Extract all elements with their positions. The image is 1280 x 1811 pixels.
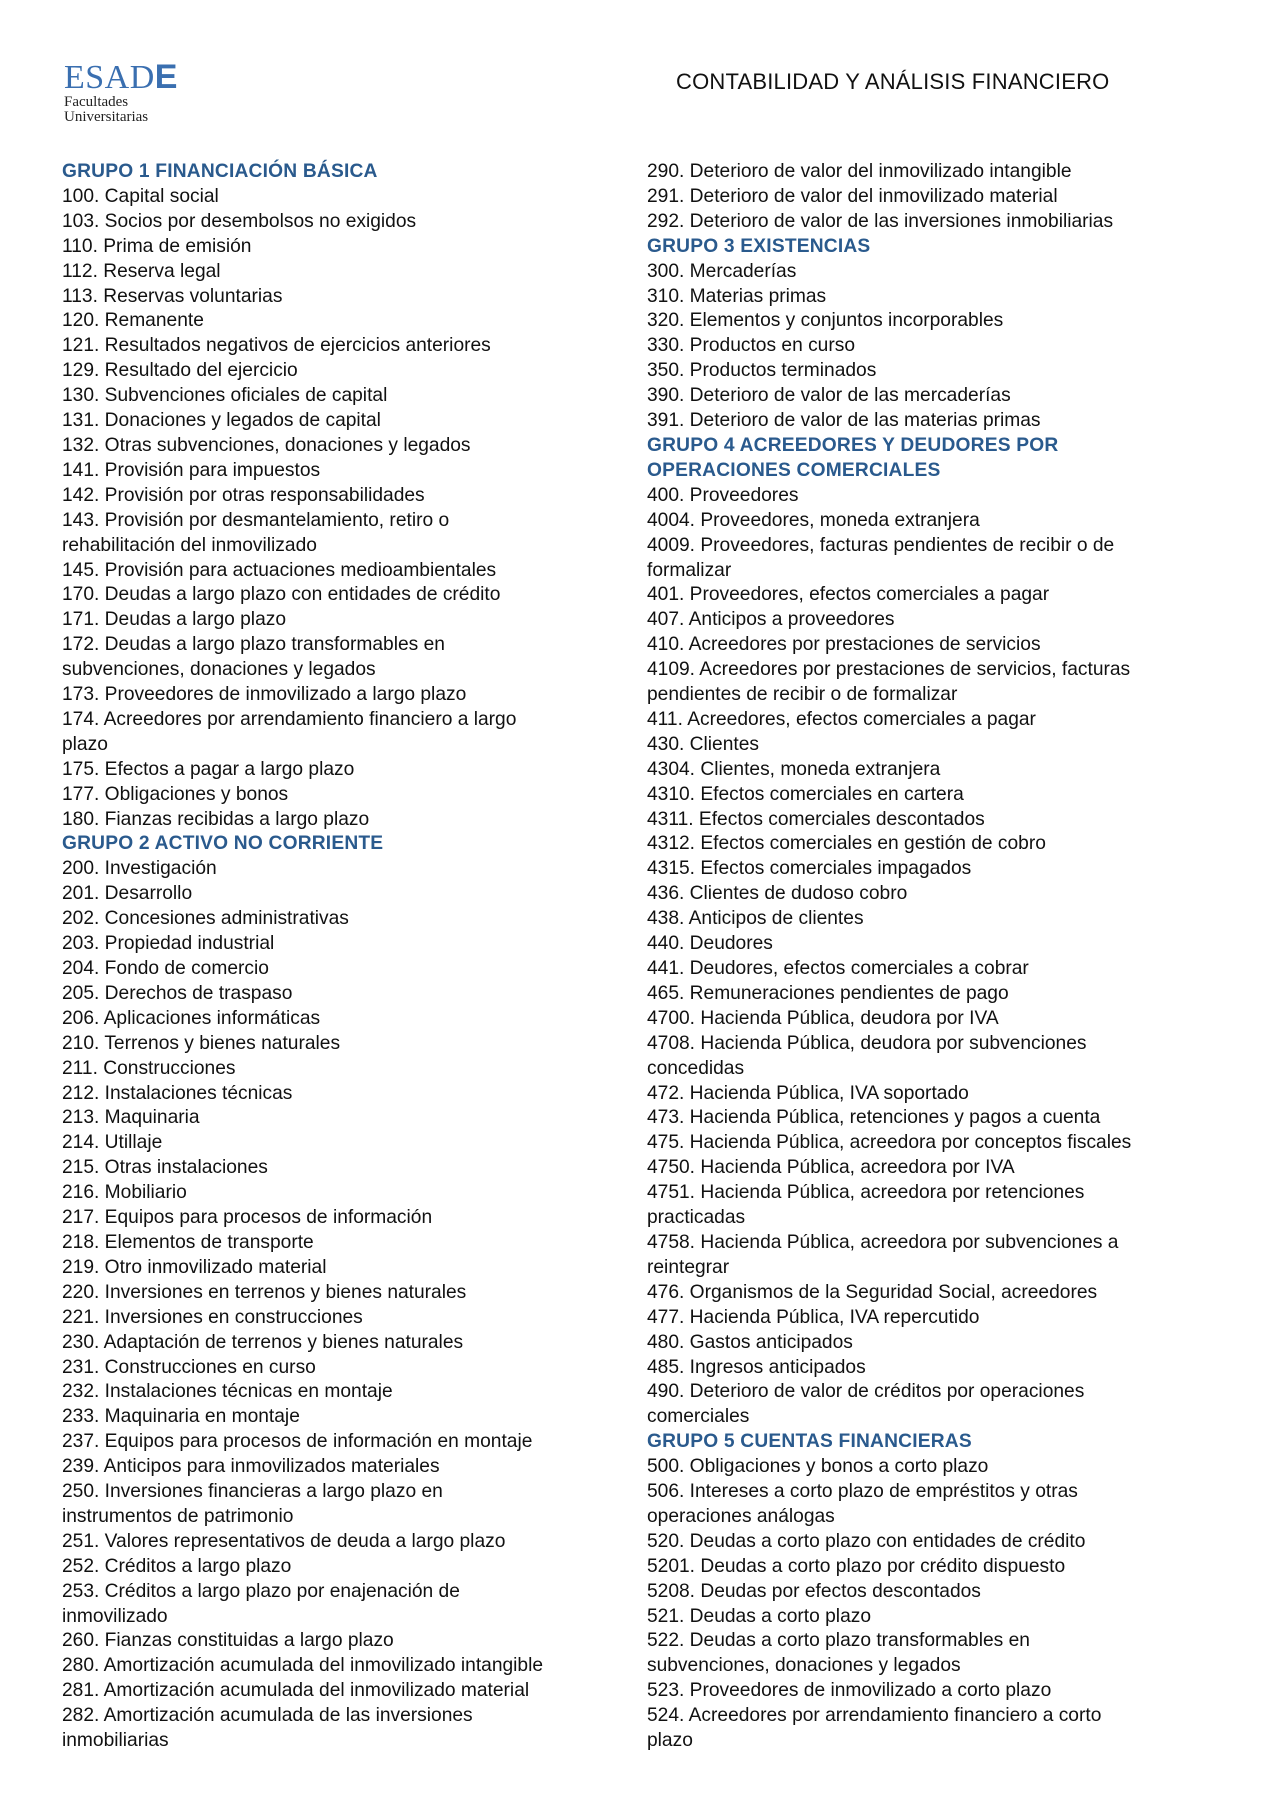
account-line: 110. Prima de emisión [62,235,252,257]
account-line: 5201. Deudas a corto plazo por crédito dispuesto [647,1555,1066,1577]
account-line: 4004. Proveedores, moneda extranjera [647,509,980,531]
account-line: 103. Socios por desembolsos no exigidos [62,210,417,232]
account-line: 251. Valores representativos de deuda a largo plazo [62,1530,506,1552]
account-line: 206. Aplicaciones informáticas [62,1007,321,1029]
account-line: 506. Intereses a corto plazo de empréstitos y otras [647,1481,1078,1503]
account-line: 210. Terrenos y bienes naturales [62,1032,341,1054]
account-line: 441. Deudores, efectos comerciales a cobrar [647,958,1029,979]
account-line: 522. Deudas a corto plazo transformables en [647,1630,1030,1652]
account-line: 524. Acreedores por arrendamiento financiero a corto [647,1705,1102,1727]
esade-logo [64,60,178,125]
group-heading: GRUPO 2 ACTIVO NO CORRIENTE [62,833,384,855]
account-line: 473. Hacienda Pública, retenciones y pagos a cuenta [647,1107,1101,1129]
logo-word-light: ESAD [64,59,155,96]
account-line: 4009. Proveedores, facturas pendientes de recibir o de [647,534,1115,556]
account-line: 172. Deudas a largo plazo transformables en [62,634,445,656]
account-line: 523. Proveedores de inmovilizado a corto plazo [647,1680,1052,1702]
account-line: 410. Acreedores por prestaciones de servicios [647,634,1041,656]
account-line: 145. Provisión para actuaciones medioambientales [62,559,497,581]
account-line: 4311. Efectos comerciales descontados [647,808,985,830]
account-line: 205. Derechos de traspaso [62,982,293,1004]
account-line: 485. Ingresos anticipados [647,1356,866,1378]
account-line: 112. Reserva legal [62,260,221,282]
account-line: 131. Donaciones y legados de capital [62,410,381,432]
account-line: 216. Mobiliario [62,1182,187,1204]
account-line: 201. Desarrollo [62,883,193,905]
account-line: 215. Otras instalaciones [62,1157,268,1179]
account-line: 400. Proveedores [647,484,799,506]
account-line: 213. Maquinaria [62,1107,200,1129]
account-line: 130. Subvenciones oficiales de capital [62,385,388,407]
account-line: 132. Otras subvenciones, donaciones y legados [62,434,471,456]
account-line: 4315. Efectos comerciales impagados [647,858,972,880]
account-line: 292. Deterioro de valor de las inversiones inmobiliarias [647,210,1114,232]
account-line: subvenciones, donaciones y legados [647,1655,961,1677]
account-line: comerciales [647,1406,750,1428]
account-line: 180. Fianzas recibidas a largo plazo [62,808,370,830]
account-line: 477. Hacienda Pública, IVA repercutido [647,1306,980,1328]
account-line: 282. Amortización acumulada de las inversiones [62,1705,473,1727]
account-line: 4109. Acreedores por prestaciones de servicios, facturas [647,659,1131,681]
account-line: 173. Proveedores de inmovilizado a largo plazo [62,684,467,706]
account-line: 330. Productos en curso [647,335,855,357]
account-line: 232. Instalaciones técnicas en montaje [62,1381,393,1403]
account-line: 250. Inversiones financieras a largo plazo en [62,1481,443,1503]
account-line: 4751. Hacienda Pública, acreedora por retenciones [647,1182,1085,1204]
account-line: 407. Anticipos a proveedores [647,609,895,631]
account-line: 411. Acreedores, efectos comerciales a pagar [647,708,1036,730]
account-line: 4310. Efectos comerciales en cartera [647,783,964,805]
group-heading: GRUPO 4 ACREEDORES Y DEUDORES POR [647,434,1059,456]
account-line: 300. Mercaderías [647,260,797,282]
account-line: rehabilitación del inmovilizado [62,534,317,556]
account-line: 237. Equipos para procesos de información en montaje [62,1431,533,1453]
account-line: 280. Amortización acumulada del inmovilizado intangible [62,1655,544,1677]
logo-line-1: Facultades [64,94,129,110]
account-line: 4750. Hacienda Pública, acreedora por IVA [647,1157,1015,1179]
account-line: 290. Deterioro de valor del inmovilizado intangible [647,161,1072,182]
account-line: reintegrar [647,1256,730,1278]
account-line: 177. Obligaciones y bonos [62,783,289,805]
account-line: 220. Inversiones en terrenos y bienes naturales [62,1281,467,1303]
account-line: 141. Provisión para impuestos [62,459,321,481]
account-line: 252. Créditos a largo plazo [62,1555,292,1577]
account-line: plazo [647,1730,693,1752]
account-line: 490. Deterioro de valor de créditos por operaciones [647,1381,1085,1403]
account-line: 4700. Hacienda Pública, deudora por IVA [647,1007,999,1029]
account-line: 219. Otro inmovilizado material [62,1256,327,1278]
account-line: 239. Anticipos para inmovilizados materiales [62,1456,440,1478]
account-line: 231. Construcciones en curso [62,1356,316,1378]
account-line: 310. Materias primas [647,285,827,307]
account-line: pendientes de recibir o de formalizar [647,684,958,706]
account-line: 253. Créditos a largo plazo por enajenación de [62,1580,460,1602]
account-line: 221. Inversiones en construcciones [62,1306,363,1328]
group-heading: GRUPO 1 FINANCIACIÓN BÁSICA [62,161,378,182]
account-line: operaciones análogas [647,1505,835,1527]
account-line: 203. Propiedad industrial [62,933,275,955]
account-line: 113. Reservas voluntarias [62,285,283,307]
account-line: practicadas [647,1207,746,1229]
account-line: 4758. Hacienda Pública, acreedora por subvenciones a [647,1231,1119,1253]
left-column [62,160,632,1754]
account-line: 520. Deudas a corto plazo con entidades de crédito [647,1530,1086,1552]
page-title: CONTABILIDAD Y ANÁLISIS FINANCIERO [676,69,1110,94]
logo-line-2: Universitarias [64,109,149,125]
account-line: 440. Deudores [647,933,773,955]
account-line: 436. Clientes de dudoso cobro [647,883,908,905]
account-line: subvenciones, donaciones y legados [62,659,376,681]
account-line: plazo [62,733,108,755]
account-line: 170. Deudas a largo plazo con entidades de crédito [62,584,501,606]
account-line: 390. Deterioro de valor de las mercaderías [647,385,1011,407]
account-line: 212. Instalaciones técnicas [62,1082,293,1104]
account-line: 4304. Clientes, moneda extranjera [647,758,941,780]
account-line: 211. Construcciones [62,1057,236,1079]
group-heading: GRUPO 5 CUENTAS FINANCIERAS [647,1431,972,1453]
account-line: 4708. Hacienda Pública, deudora por subvenciones [647,1032,1087,1054]
account-line: 521. Deudas a corto plazo [647,1605,872,1627]
account-line: 475. Hacienda Pública, acreedora por conceptos fiscales [647,1132,1132,1154]
account-line: 430. Clientes [647,733,759,755]
account-line: 472. Hacienda Pública, IVA soportado [647,1082,969,1104]
account-line: 143. Provisión por desmantelamiento, retiro o [62,509,450,531]
account-line: 4312. Efectos comerciales en gestión de cobro [647,833,1046,855]
account-line: 175. Efectos a pagar a largo plazo [62,758,355,780]
account-line: 174. Acreedores por arrendamiento financiero a largo [62,708,517,730]
account-line: 200. Investigación [62,858,217,880]
logo-word-bold: E [154,58,178,96]
account-line: 204. Fondo de comercio [62,958,269,979]
account-line: 120. Remanente [62,310,204,332]
account-line: concedidas [647,1057,745,1079]
account-line: inmovilizado [62,1605,168,1627]
account-line: 171. Deudas a largo plazo [62,609,287,631]
account-line: 320. Elementos y conjuntos incorporables [647,310,1004,332]
right-column [647,160,1217,1754]
account-line: 100. Capital social [62,185,219,207]
account-line: 218. Elementos de transporte [62,1231,314,1253]
account-line: 438. Anticipos de clientes [647,908,864,930]
account-line: 260. Fianzas constituidas a largo plazo [62,1630,394,1652]
account-line: 129. Resultado del ejercicio [62,360,298,382]
account-line: 291. Deterioro de valor del inmovilizado material [647,185,1058,207]
account-line: 480. Gastos anticipados [647,1331,853,1353]
account-line: 121. Resultados negativos de ejercicios anteriores [62,335,491,357]
account-line: 142. Provisión por otras responsabilidades [62,484,425,506]
account-line: inmobiliarias [62,1730,169,1752]
account-line: 230. Adaptación de terrenos y bienes naturales [62,1331,464,1353]
account-line: 476. Organismos de la Seguridad Social, acreedores [647,1281,1098,1303]
account-line: 217. Equipos para procesos de información [62,1207,433,1229]
group-heading: GRUPO 3 EXISTENCIAS [647,235,871,257]
account-line: 391. Deterioro de valor de las materias primas [647,410,1041,432]
account-line: 202. Concesiones administrativas [62,908,349,930]
account-line: instrumentos de patrimonio [62,1505,294,1527]
account-line: 233. Maquinaria en montaje [62,1406,300,1428]
account-line: 5208. Deudas por efectos descontados [647,1580,981,1602]
account-line: 465. Remuneraciones pendientes de pago [647,982,1009,1004]
group-heading: OPERACIONES COMERCIALES [647,459,941,481]
account-line: 281. Amortización acumulada del inmovilizado material [62,1680,530,1702]
account-line: 214. Utillaje [62,1132,163,1154]
account-line: 350. Productos terminados [647,360,877,382]
account-line: formalizar [647,559,732,581]
account-line: 500. Obligaciones y bonos a corto plazo [647,1456,989,1478]
account-line: 401. Proveedores, efectos comerciales a pagar [647,584,1050,606]
